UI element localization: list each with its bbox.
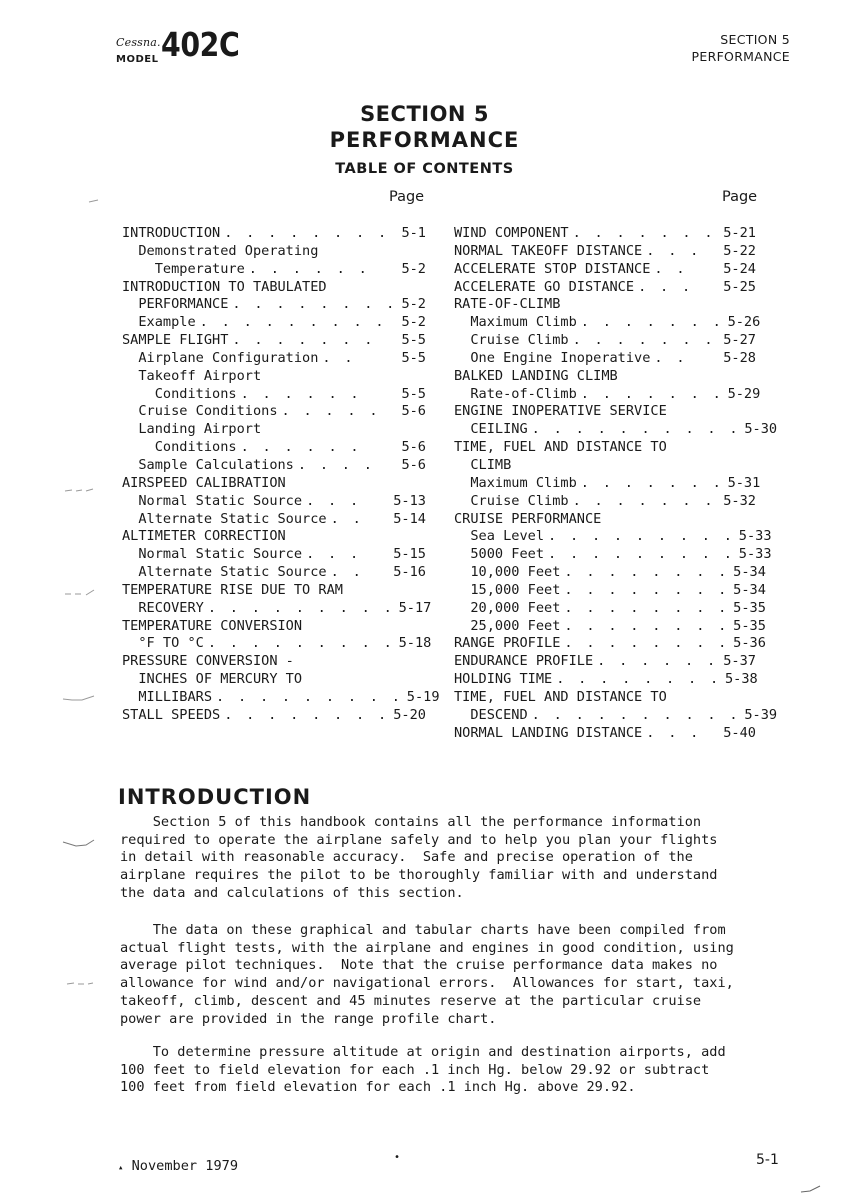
toc-leader-dots: . . . . . . . . . . <box>531 421 741 438</box>
page-column-label-left: Page <box>389 189 425 205</box>
toc-entry <box>454 546 772 564</box>
toc-leader-dots: . . . . . . . . <box>564 635 730 652</box>
toc-entry-title: TIME, FUEL AND DISTANCE TO <box>454 688 667 705</box>
toc-entry <box>122 421 426 439</box>
toc-leader-dots: . . . . . . . . . <box>548 528 735 545</box>
toc-entry <box>454 671 756 689</box>
toc-entry <box>122 599 432 618</box>
toc-entry <box>122 403 426 421</box>
toc-entry-title: ENDURANCE PROFILE <box>454 653 594 670</box>
toc-entry-title: SAMPLE FLIGHT <box>122 332 229 349</box>
toc-leader-dots: . . . . . . <box>248 260 370 277</box>
toc-entry <box>122 707 426 725</box>
toc-leader-dots: . . . . . . . <box>580 385 724 402</box>
toc-leader-dots: . . . . . . . . . <box>548 546 735 563</box>
toc-entry-title: INTRODUCTION TO TABULATED <box>122 278 327 295</box>
scan-mark-icon <box>62 838 96 850</box>
toc-entry-title: TEMPERATURE CONVERSION <box>122 617 303 634</box>
toc-entry <box>122 332 426 350</box>
toc-entry-title: ENGINE INOPERATIVE SERVICE <box>454 403 667 420</box>
scan-mark-icon <box>800 1184 822 1194</box>
toc-entry-page: 5-27 <box>723 332 756 349</box>
toc-leader-dots: . . . . . . . . <box>224 706 389 723</box>
toc-leader-dots: . . . <box>646 242 702 259</box>
toc-entry <box>122 350 426 368</box>
toc-entry-title: 20,000 Feet <box>454 599 561 616</box>
toc-entry <box>122 279 426 297</box>
toc-leader-dots: . . . . . . . . <box>564 564 730 581</box>
toc-leader-dots: . . . . . . <box>240 385 362 402</box>
toc-entry <box>122 546 426 564</box>
toc-entry <box>454 689 756 707</box>
toc-entry-page: 5-39 <box>744 706 778 723</box>
page-number: 5-1 <box>756 1152 779 1168</box>
toc-entry <box>122 653 426 671</box>
toc-entry-page: 5-33 <box>738 528 772 545</box>
toc-leader-dots: . . . . . . . <box>572 225 716 241</box>
toc-entry <box>454 706 778 725</box>
toc-entry-page: 5-2 <box>401 314 426 331</box>
toc-entry-title: Takeoff Airport <box>122 367 262 384</box>
toc-entry-title: Cruise Conditions <box>122 403 278 420</box>
toc-entry-title: Sea Level <box>454 528 545 545</box>
toc-entry <box>454 653 756 671</box>
toc-leader-dots: . . . . . . . . <box>564 617 730 634</box>
scan-mark-icon <box>64 588 96 598</box>
toc-entry-title: °F TO °C <box>122 635 204 652</box>
toc-entry <box>454 279 756 297</box>
toc-entry <box>122 635 432 653</box>
toc-entry-title: NORMAL LANDING DISTANCE <box>454 724 643 741</box>
toc-entry-page: 5-2 <box>401 260 426 277</box>
toc-entry-page: 5-31 <box>727 474 761 491</box>
toc-leader-dots: . . <box>654 349 688 366</box>
toc-entry <box>454 725 756 743</box>
toc-entry-page: 5-29 <box>727 385 761 402</box>
toc-entry-page: 5-25 <box>723 278 756 295</box>
toc-entry <box>454 439 756 457</box>
toc-entry-title: TIME, FUEL AND DISTANCE TO <box>454 439 667 456</box>
toc-leader-dots: . . . <box>306 492 361 509</box>
toc-entry-title: Demonstrated Operating <box>122 242 319 259</box>
toc-entry-page: 5-14 <box>393 510 426 527</box>
toc-entry-title: HOLDING TIME <box>454 671 553 688</box>
toc-entry-title: PRESSURE CONVERSION - <box>122 653 294 670</box>
introduction-heading: INTRODUCTION <box>118 785 312 809</box>
toc-entry-title: ACCELERATE GO DISTANCE <box>454 278 635 295</box>
toc-entry-page: 5-20 <box>393 706 426 723</box>
toc-leader-dots: . . . <box>646 724 702 741</box>
toc-leader-dots: . . . . . . <box>597 653 718 670</box>
scan-mark-icon <box>66 980 94 988</box>
footer-bullet-icon: ▴ <box>118 1163 124 1173</box>
toc-entry <box>122 671 426 689</box>
toc-entry-page: 5-19 <box>406 688 440 705</box>
toc-entry <box>454 296 756 314</box>
toc-entry <box>454 635 766 653</box>
intro-paragraph-3: To determine pressure altitude at origin and destination airports, add 100 feet to field elevation for each .1 inch Hg. below 29.92 or subtract 100 feet from field elevation for each .1 inch Hg. above 29.92. <box>120 1044 726 1096</box>
scan-mark-icon <box>64 486 94 494</box>
toc-entry-title: 5000 Feet <box>454 546 545 563</box>
scan-mark-icon <box>88 198 100 204</box>
toc-entry-page: 5-40 <box>723 724 756 741</box>
title-toc: TABLE OF CONTENTS <box>335 161 514 177</box>
toc-entry-title: BALKED LANDING CLIMB <box>454 367 618 384</box>
toc-leader-dots: . . . . . . . <box>572 492 716 509</box>
section-header-line2: PERFORMANCE <box>691 49 790 64</box>
toc-entry <box>454 332 756 350</box>
toc-entry-page: 5-5 <box>401 385 426 402</box>
toc-entry-title: Temperature <box>122 260 245 277</box>
toc-entry-page: 5-33 <box>738 546 772 563</box>
toc-entry <box>122 564 426 582</box>
toc-entry-title: 15,000 Feet <box>454 581 561 598</box>
toc-entry-page: 5-34 <box>733 564 766 581</box>
toc-entry <box>122 528 426 546</box>
page-column-label-right: Page <box>722 189 758 205</box>
toc-entry-title: Cruise Climb <box>454 332 569 349</box>
title-block <box>0 101 849 180</box>
toc-entry-page: 5-37 <box>723 653 756 670</box>
toc-entry-title: Normal Static Source <box>122 546 303 563</box>
title-section: SECTION 5 <box>360 102 489 126</box>
toc-entry <box>454 474 761 493</box>
toc-entry <box>122 386 426 404</box>
toc-entry-page: 5-32 <box>723 492 756 509</box>
toc-entry <box>122 439 426 457</box>
toc-entry-title: ACCELERATE STOP DISTANCE <box>454 260 651 277</box>
toc-entry <box>454 350 756 368</box>
toc-entry <box>454 457 756 475</box>
toc-entry <box>454 261 756 279</box>
toc-entry-page: 5-35 <box>733 599 766 616</box>
toc-entry <box>454 528 772 546</box>
toc-entry-title: MILLIBARS <box>122 688 213 705</box>
toc-entry-title: STALL SPEEDS <box>122 706 221 723</box>
toc-entry-page: 5-21 <box>723 225 756 241</box>
toc-entry-title: 10,000 Feet <box>454 564 561 581</box>
toc-entry-page: 5-5 <box>401 349 426 366</box>
toc-entry <box>122 261 426 279</box>
toc-entry <box>122 475 426 493</box>
toc-entry <box>122 368 426 386</box>
toc-entry-page: 5-16 <box>393 564 426 581</box>
toc-entry-title: Conditions <box>122 439 237 456</box>
title-performance: PERFORMANCE <box>329 128 520 152</box>
toc-entry-page: 5-13 <box>393 492 426 509</box>
toc-entry <box>454 493 756 511</box>
toc-entry-title: ALTIMETER CORRECTION <box>122 528 286 545</box>
toc-entry-page: 5-6 <box>401 456 426 473</box>
toc-entry <box>122 511 426 529</box>
toc-entry-title: Alternate Static Source <box>122 510 327 527</box>
toc-leader-dots: . . . . . . . . . <box>207 599 395 616</box>
toc-entry-title: CRUISE PERFORMANCE <box>454 510 602 527</box>
toc-leader-dots: . . . . . . . <box>580 474 724 491</box>
toc-entry-page: 5-34 <box>733 581 766 598</box>
toc-leader-dots: . . <box>654 260 688 277</box>
toc-leader-dots: . . . . . <box>281 403 381 420</box>
toc-entry-page: 5-38 <box>724 671 758 688</box>
toc-entry-page: 5-26 <box>727 314 761 331</box>
toc-leader-dots: . . . . . . . <box>232 332 376 349</box>
toc-leader-dots: . . . . . . . . . <box>216 688 403 705</box>
section-header-line1: SECTION 5 <box>720 32 790 47</box>
footer-mark: • <box>394 1152 401 1163</box>
toc-entry <box>454 581 766 600</box>
toc-entry-title: Cruise Climb <box>454 492 569 509</box>
toc-entry-title: 25,000 Feet <box>454 617 561 634</box>
toc-entry-page: 5-17 <box>398 599 432 616</box>
toc-entry-page: 5-1 <box>401 225 426 241</box>
toc-entry-page: 5-22 <box>723 242 756 259</box>
toc-entry-title: Conditions <box>122 385 237 402</box>
intro-paragraph-2: The data on these graphical and tabular charts have been compiled from actual flight tests, with the airplane and engines in good condition, using average pilot techniques. Note that the cruise performance data makes no allowance for wind and/or navigational errors. Allowances for start, taxi, takeoff, climb, descent and 45 minutes reserve at the particular cruise power are provided in the range profile chart. <box>120 922 734 1027</box>
toc-entry <box>122 243 426 261</box>
model-number: 402C <box>161 25 240 64</box>
toc-entry-page: 5-15 <box>393 546 426 563</box>
toc-entry-page: 5-30 <box>744 421 778 438</box>
toc-leader-dots: . . . . . . . . <box>564 581 730 598</box>
toc-leader-dots: . . . <box>306 546 361 563</box>
toc-entry <box>454 314 761 332</box>
toc-entry <box>454 368 756 386</box>
toc-leader-dots: . . . . . . . . . <box>199 314 387 331</box>
toc-entry-page: 5-18 <box>398 635 432 652</box>
toc-leader-dots: . . . . <box>297 456 375 473</box>
toc-entry <box>122 493 426 511</box>
intro-paragraph-1: Section 5 of this handbook contains all the performance information required to operate the airplane safely and to help you plan your flights in detail with reasonable accuracy. Safe and precise operation of the airplane requires the pilot to be thoroughly familiar with and understand the data and calculations of this section. <box>120 814 718 901</box>
footer-date-text: November 1979 <box>131 1158 239 1174</box>
toc-entry <box>454 243 756 261</box>
toc-entry-title: Maximum Climb <box>454 474 577 491</box>
toc-entry-page: 5-5 <box>401 332 426 349</box>
toc-entry <box>122 582 426 600</box>
toc-entry <box>122 618 426 636</box>
toc-leader-dots: . . . . . . . <box>572 332 716 349</box>
brand-logo: Cessna. <box>116 36 161 49</box>
toc-entry-title: CLIMB <box>454 456 512 473</box>
toc-entry-title: AIRSPEED CALIBRATION <box>122 474 286 491</box>
toc-entry-title: Example <box>122 314 196 331</box>
toc-entry-title: WIND COMPONENT <box>454 225 569 241</box>
toc-entry-title: CEILING <box>454 421 528 438</box>
toc-entry <box>122 314 426 332</box>
toc-entry-title: INCHES OF MERCURY TO <box>122 671 303 688</box>
toc-entry-title: RANGE PROFILE <box>454 635 561 652</box>
toc-leader-dots: . . <box>322 349 356 366</box>
toc-entry-title: DESCEND <box>454 706 528 723</box>
toc-entry-page: 5-35 <box>733 617 766 634</box>
toc-entry-title: RATE-OF-CLIMB <box>454 296 561 313</box>
toc-leader-dots: . . . <box>638 278 693 295</box>
toc-entry-title: TEMPERATURE RISE DUE TO RAM <box>122 581 343 598</box>
toc-entry <box>122 688 440 707</box>
toc-leader-dots: . . <box>330 564 364 581</box>
toc-leader-dots: . . . . . . . . <box>564 599 730 616</box>
toc-entry-title: NORMAL TAKEOFF DISTANCE <box>454 242 643 259</box>
toc-entry <box>454 599 766 618</box>
toc-entry-title: Airplane Configuration <box>122 349 319 366</box>
toc-entry-title: Maximum Climb <box>454 314 577 331</box>
scan-mark-icon <box>62 694 96 704</box>
toc-entry <box>454 564 766 582</box>
toc-entry-page: 5-36 <box>733 635 766 652</box>
toc-entry <box>122 225 426 243</box>
toc-leader-dots: . . . . . . . . . . <box>531 706 741 723</box>
toc-entry-page: 5-2 <box>401 296 426 313</box>
toc-entry <box>454 385 761 404</box>
toc-entry-page: 5-6 <box>401 439 426 456</box>
model-label: MODEL <box>116 54 159 65</box>
toc-entry <box>454 617 766 636</box>
toc-leader-dots: . . . . . . . <box>580 314 724 331</box>
footer-date <box>118 1158 238 1174</box>
toc-entry <box>454 225 756 243</box>
toc-entry-title: RECOVERY <box>122 599 204 616</box>
toc-entry <box>454 511 756 529</box>
toc-leader-dots: . . . . . . <box>240 439 362 456</box>
toc-leader-dots: . . . . . . . . <box>232 296 398 313</box>
toc-leader-dots: . . . . . . . . <box>224 225 389 241</box>
toc-entry <box>122 296 426 314</box>
toc-entry-page: 5-28 <box>723 349 756 366</box>
toc-entry-page: 5-6 <box>401 403 426 420</box>
toc-entry-title: Rate-of-Climb <box>454 385 577 402</box>
toc-leader-dots: . . <box>330 510 364 527</box>
toc-left-column <box>122 225 440 725</box>
toc-right-column <box>454 225 778 742</box>
toc-entry-page: 5-24 <box>723 260 756 277</box>
toc-entry-title: Normal Static Source <box>122 492 303 509</box>
toc-entry-title: PERFORMANCE <box>122 296 229 313</box>
toc-entry <box>454 403 756 421</box>
toc-entry-title: INTRODUCTION <box>122 225 221 241</box>
toc-entry-title: Sample Calculations <box>122 456 294 473</box>
toc-entry-title: One Engine Inoperative <box>454 349 651 366</box>
toc-entry-title: Landing Airport <box>122 421 262 438</box>
toc-leader-dots: . . . . . . . . <box>556 671 721 688</box>
section-header <box>692 31 790 65</box>
toc-entry <box>454 421 778 439</box>
toc-leader-dots: . . . . . . . . . <box>207 635 395 652</box>
toc-entry-title: Alternate Static Source <box>122 564 327 581</box>
toc-entry <box>122 457 426 475</box>
